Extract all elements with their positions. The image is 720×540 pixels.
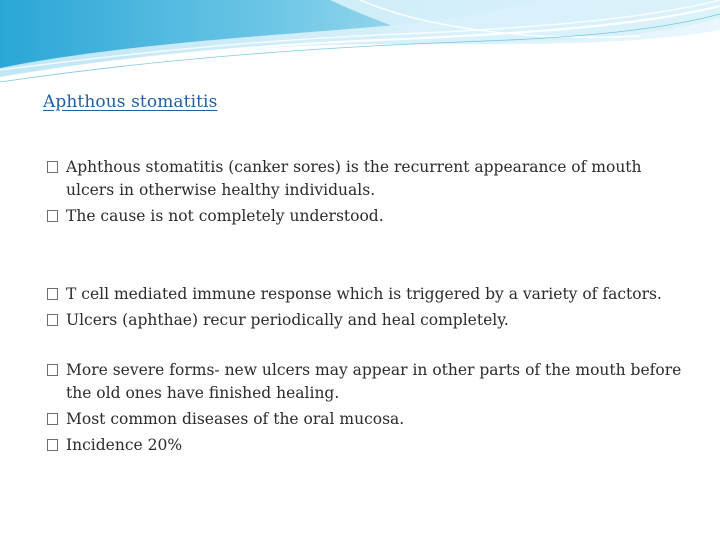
bullet-item (46, 309, 686, 332)
bullet-item (46, 408, 686, 431)
bullet-box-icon (47, 288, 58, 300)
bullet-text: More severe forms- new ulcers may appear in other parts of the mouth before the old ones have finished healing. (66, 361, 682, 402)
bullet-text: Aphthous stomatitis (canker sores) is the recurrent appearance of mouth ulcers in otherwise healthy individuals. (66, 158, 642, 199)
bullet-text: Ulcers (aphthae) recur periodically and heal completely. (66, 311, 509, 329)
bullet-text: Incidence 20% (66, 436, 183, 454)
bullet-box-icon (47, 439, 58, 451)
bullet-box-icon (47, 364, 58, 376)
bullet-text: Most common diseases of the oral mucosa. (66, 410, 405, 428)
bullet-item (46, 359, 686, 405)
bullet-text: T cell mediated immune response which is triggered by a variety of factors. (66, 285, 662, 303)
bullet-list (46, 156, 686, 457)
bullet-text: The cause is not completely understood. (66, 207, 384, 225)
bullet-item (46, 205, 686, 228)
bullet-item (46, 434, 686, 457)
bullet-box-icon (47, 413, 58, 425)
bullet-box-icon (47, 210, 58, 222)
bullet-box-icon (47, 161, 58, 173)
header-wave-decoration (0, 0, 720, 90)
bullet-item (46, 283, 686, 306)
bullet-box-icon (47, 314, 58, 326)
bullet-item (46, 156, 686, 202)
slide-title: Aphthous stomatitis (43, 92, 218, 112)
